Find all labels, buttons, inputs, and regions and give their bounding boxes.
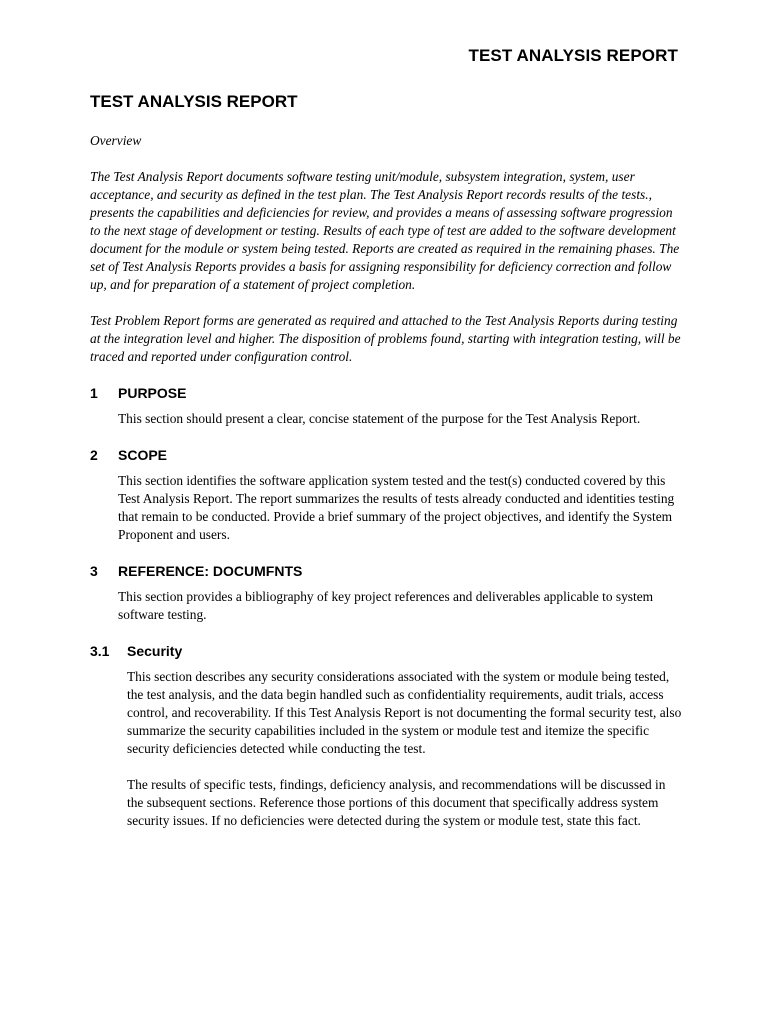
section-title: PURPOSE xyxy=(118,385,187,401)
section-text-purpose: This section should present a clear, concise statement of the purpose for the Test Analysis Report. xyxy=(118,411,641,426)
section-number: 2 xyxy=(90,447,98,463)
document-title: TEST ANALYSIS REPORT xyxy=(90,92,298,111)
document-body xyxy=(90,92,682,830)
section-text-security-2: The results of specific tests, findings, deficiency analysis, and recommendations will be discussed in the subsequent sections. Reference those portions of this document that specifically address system security issues. If no deficiencies were detected during the system or module test, state this fact. xyxy=(127,777,666,828)
section-text-references: This section provides a bibliography of key project references and deliverables applicable to system software testing. xyxy=(118,589,654,622)
overview-section xyxy=(90,132,682,366)
section-heading-security xyxy=(90,643,682,659)
overview-paragraph-2: Test Problem Report forms are generated as required and attached to the Test Analysis Reports during testing at the integration level and higher. The disposition of problems found, starting with integration testing, will be traced and reported under configuration control. xyxy=(90,313,681,364)
section-heading-scope xyxy=(90,447,682,463)
section-text-scope: This section identifies the software application system tested and the test(s) conducted covered by this Test Analysis Report. The report summarizes the results of tests already conducted and identities testing that remain to be conducted. Provide a brief summary of the project objectives, and identify the System Proponent and users. xyxy=(118,473,675,542)
section-number: 3 xyxy=(90,563,98,579)
section-number: 3.1 xyxy=(90,643,110,659)
overview-paragraph-1: The Test Analysis Report documents software testing unit/module, subsystem integration, system, user acceptance, and security as defined in the test plan. The Test Analysis Report records results of the tests., presents the capabilities and deficiencies for review, and provides a means of assessing software progression to the next stage of development or testing. Results of each type of test are added to the software development document for the module or system being tested. Reports are created as required in the remaining phases. The set of Test Analysis Reports provides a basis for assigning responsibility for deficiency correction and follow up, and for preparation of a statement of project completion. xyxy=(90,169,680,292)
section-number: 1 xyxy=(90,385,98,401)
section-heading-purpose xyxy=(90,385,682,401)
section-text-security-1: This section describes any security considerations associated with the system or module being tested, the test analysis, and the data begin handled such as confidentiality requirements, audit trials, access control, and recoverability. If this Test Analysis Report is not documenting the formal security test, also summarize the security capabilities included in the system or module test and itemize the specific security deficiencies detected while conducting the test. xyxy=(127,669,682,756)
running-header: TEST ANALYSIS REPORT xyxy=(468,46,678,65)
section-title: SCOPE xyxy=(118,447,168,463)
overview-label: Overview xyxy=(90,133,142,148)
section-title: REFERENCE: DOCUMFNTS xyxy=(118,563,303,579)
section-heading-references xyxy=(90,563,682,579)
section-title: Security xyxy=(127,643,183,659)
